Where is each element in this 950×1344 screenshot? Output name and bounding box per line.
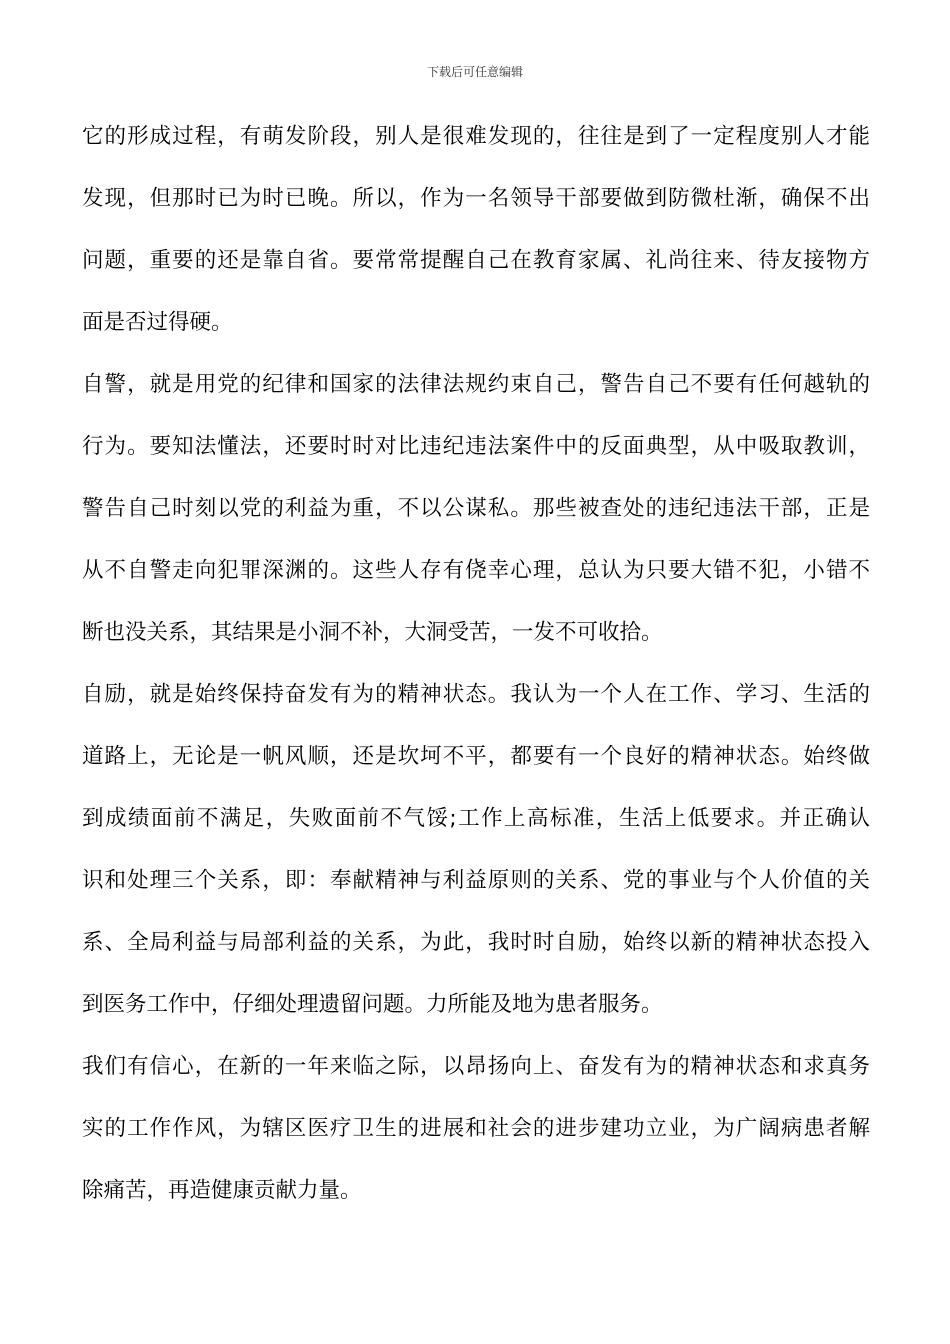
text-line: 自警，就是用党的纪律和国家的法律法规约束自己，警告自己不要有任何越轨的 bbox=[82, 372, 870, 397]
paragraph bbox=[82, 354, 870, 664]
paragraph bbox=[82, 1036, 870, 1222]
text-line: 到成绩面前不满足，失败面前不气馁;工作上高标准，生活上低要求。并正确认 bbox=[82, 806, 870, 831]
text-line: 断也没关系，其结果是小洞不补，大洞受苦，一发不可收拾。 bbox=[82, 620, 663, 645]
page-header-note: 下载后可任意编辑 bbox=[426, 65, 523, 79]
text-line: 实的工作作风，为辖区医疗卫生的进展和社会的进步建功立业，为广阔病患者解 bbox=[82, 1116, 870, 1141]
text-line: 问题，重要的还是靠自省。要常常提醒自己在教育家属、礼尚往来、待友接物方 bbox=[82, 248, 870, 273]
text-line: 面是否过得硬。 bbox=[82, 310, 233, 335]
text-line: 行为。要知法懂法，还要时时对比违纪违法案件中的反面典型，从中吸取教训， bbox=[82, 434, 870, 459]
text-line: 它的形成过程，有萌发阶段，别人是很难发现的，往往是到了一定程度别人才能 bbox=[82, 124, 870, 149]
text-line: 除痛苦，再造健康贡献力量。 bbox=[82, 1178, 362, 1203]
text-line: 识和处理三个关系，即：奉献精神与利益原则的关系、党的事业与个人价值的关 bbox=[82, 868, 870, 893]
text-line: 从不自警走向犯罪深渊的。这些人存有侥幸心理，总认为只要大错不犯，小错不 bbox=[82, 558, 870, 583]
document-body bbox=[82, 106, 870, 1222]
text-line: 发现，但那时已为时已晚。所以，作为一名领导干部要做到防微杜渐，确保不出 bbox=[82, 186, 870, 211]
text-line: 系、全局利益与局部利益的关系，为此，我时时自励，始终以新的精神状态投入 bbox=[82, 930, 870, 955]
paragraph bbox=[82, 106, 870, 354]
text-line: 自励，就是始终保持奋发有为的精神状态。我认为一个人在工作、学习、生活的 bbox=[82, 682, 870, 707]
paragraph bbox=[82, 664, 870, 1036]
text-line: 到医务工作中，仔细处理遗留问题。力所能及地为患者服务。 bbox=[82, 992, 663, 1017]
text-line: 警告自己时刻以党的利益为重，不以公谋私。那些被查处的违纪违法干部，正是 bbox=[82, 496, 870, 521]
text-line: 道路上，无论是一帆风顺，还是坎坷不平，都要有一个良好的精神状态。始终做 bbox=[82, 744, 870, 769]
text-line: 我们有信心，在新的一年来临之际，以昂扬向上、奋发有为的精神状态和求真务 bbox=[82, 1054, 870, 1079]
